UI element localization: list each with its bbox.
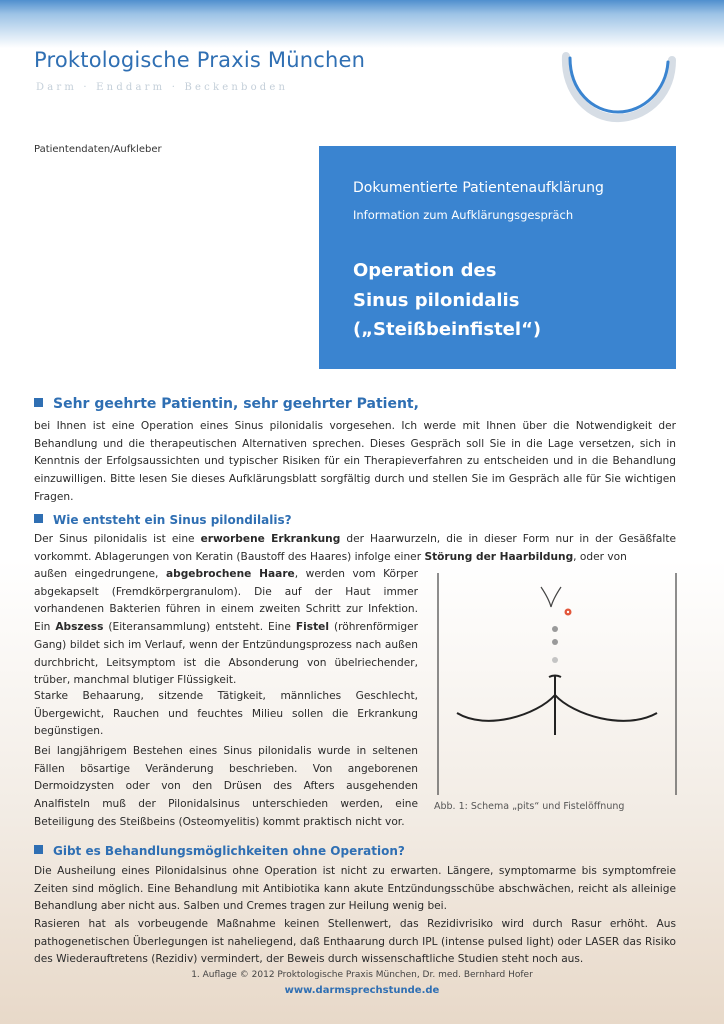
risk-factors-paragraph: Starke Behaarung, sitzende Tätigkeit, männliches Geschlecht, Übergewicht, Rauchen und feuchtes Milieu sollen die Erkrankung begünstigen. bbox=[34, 690, 418, 738]
buttocks-outline bbox=[457, 695, 657, 721]
document-title-box bbox=[319, 146, 676, 369]
sinus-pits-diagram bbox=[437, 573, 677, 795]
section-heading-text: Wie entsteht ein Sinus pilondilalis? bbox=[53, 513, 292, 527]
practice-logo-icon bbox=[560, 52, 678, 130]
cleft-top-line bbox=[541, 587, 561, 607]
bullet-square-icon bbox=[34, 845, 43, 854]
pit-marker bbox=[552, 639, 558, 645]
greeting-paragraph: bei Ihnen ist eine Operation eines Sinus pilonidalis vorgesehen. Ich werde mit Ihnen über die Notwendigkeit der Behandlung und die therapeutischen Alternativen sprechen. Dieses Gespräch soll Sie in die Lage versetzen, sich in Kenntnis der Erfolgsaussichten und typischer Risiken für ein Therapieverfahren zu entscheiden und in die Behandlung einzuwilligen. Bitte lesen Sie dieses Aufklärungsblatt sorgfältig durch und stellen Sie im Gespräch alle für Sie wichtigen Fragen. bbox=[34, 420, 676, 503]
emphasis-text: abgebrochene Haare bbox=[165, 568, 295, 580]
prevention-paragraph: Rasieren hat als vorbeugende Maßnahme keinen Stellenwert, das Rezidivrisiko wird durch Rasur erhöht. Aus pathogenetischen Überlegungen ist naheliegend, daß Enthaarung durch IPL (intense pulsed light) oder LASER das Risiko des Wiederauftretens (Rezidiv) vermindert, der Beweis durch wissenschaftliche Studien steht noch aus. bbox=[34, 918, 676, 966]
section-heading-text: Gibt es Behandlungsmöglichkeiten ohne Operation? bbox=[53, 844, 405, 858]
figure-caption: Abb. 1: Schema „pits“ und Fistelöffnung bbox=[434, 801, 625, 812]
brand-title: Proktologische Praxis München bbox=[34, 48, 366, 72]
text-run: außen eingedrungene, bbox=[34, 568, 166, 580]
document-type-heading: Dokumentierte Patientenaufklärung bbox=[353, 180, 604, 196]
fistula-opening-center bbox=[567, 611, 569, 613]
emphasis-text: erworbene Erkrankung bbox=[200, 533, 341, 545]
emphasis-text: Fistel bbox=[295, 621, 329, 634]
footer-copyright: 1. Auflage © 2012 Proktologische Praxis München, Dr. med. Bernhard Hofer bbox=[191, 970, 533, 980]
text-run: (Eiteransammlung) entsteht. Eine bbox=[103, 621, 296, 634]
non-surgical-paragraph: Die Ausheilung eines Pilonidalsinus ohne Operation ist nicht zu erwarten. Längere, symptomarme bis symptomfreie Zeiten sind möglich. Eine Behandlung mit Antibiotika kann akute Entzündungsschübe abschwächen, reicht als alleinige Behandlung aber nicht aus. Salben und Cremes tragen zur Heilung wenig bei. bbox=[34, 865, 676, 913]
text-run: Der Sinus pilonidalis ist eine bbox=[34, 533, 201, 545]
pit-marker bbox=[552, 626, 558, 632]
text-run: (röhrenförmiger Gang) bildet sich im Verlauf, wenn der Entzündungsprozess nach außen durchbricht, Leitsymptom ist die Absonderung von übelriechender, trüber, manchmal blutiger Flüssigkeit. bbox=[34, 621, 418, 687]
operation-title-line: („Steißbeinfistel“) bbox=[353, 319, 542, 340]
origin-paragraph bbox=[34, 566, 418, 690]
document-type-subheading: Information zum Aufklärungsgespräch bbox=[353, 208, 574, 222]
bullet-square-icon bbox=[34, 398, 43, 407]
emphasis-text: Abszess bbox=[55, 621, 104, 634]
differential-paragraph: Bei langjährigem Bestehen eines Sinus pilonidalis wurde in seltenen Fällen bösartige Veränderung beschrieben. Von angeborenen Dermoidzysten oder von den Drüsen des Afters ausgehenden Analfisteln muß der Pilonidalsinus unterschieden werden, eine Beteiligung des Steißbeins (Osteomyelitis) kommt praktisch nicht vor. bbox=[34, 745, 418, 828]
section-heading-origin bbox=[34, 513, 292, 527]
text-run: der Haarwurzeln, die in dieser Form nur in der Gesäßfalte vorkommt. Ablagerungen von Keratin (Baustoff des Haares) infolge einer bbox=[34, 533, 676, 563]
operation-title-line: Sinus pilonidalis bbox=[353, 289, 520, 311]
text-run: , oder von bbox=[573, 550, 627, 563]
origin-paragraph bbox=[34, 531, 676, 566]
section-heading-non-surgical bbox=[34, 844, 405, 858]
patient-sticker-label: Patientendaten/Aufkleber bbox=[34, 144, 162, 155]
text-run: , werden vom Körper abgekapselt (Fremdkörpergranulom). Die auf der Haut immer vorhandenen Bakterien führen in einem zweiten Schritt zur Infektion. Ein bbox=[34, 568, 418, 634]
operation-title bbox=[353, 256, 541, 345]
bullet-square-icon bbox=[34, 514, 43, 523]
footer-website-link[interactable]: www.darmsprechstunde.de bbox=[284, 985, 440, 996]
section-heading-greeting bbox=[34, 396, 419, 412]
emphasis-text: Störung der Haarbildung bbox=[424, 550, 574, 563]
section-heading-text: Sehr geehrte Patientin, sehr geehrter Patient, bbox=[53, 396, 419, 412]
brand-subtitle: Darm · Enddarm · Beckenboden bbox=[36, 82, 289, 93]
operation-title-line: Operation des bbox=[353, 260, 497, 281]
pit-marker bbox=[552, 657, 558, 663]
